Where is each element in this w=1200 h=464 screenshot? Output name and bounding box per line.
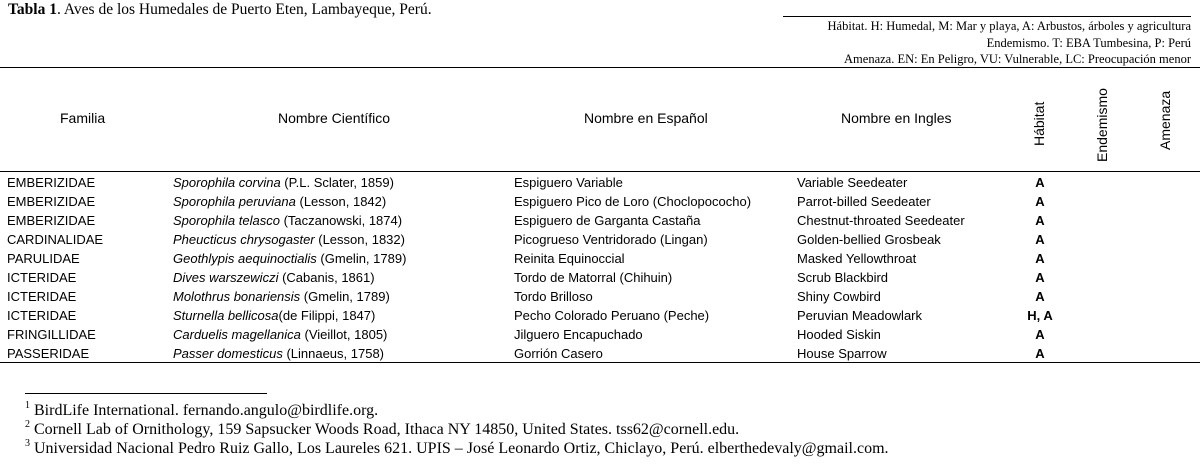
cell-nombre-ingles: Golden-bellied Grosbeak bbox=[797, 232, 941, 247]
cell-nombre-espanol: Espiguero de Garganta Castaña bbox=[514, 213, 701, 228]
table-caption-text: . Aves de los Humedales de Puerto Eten, Lambayeque, Perú. bbox=[56, 1, 432, 18]
footnote-mark: 3 bbox=[25, 438, 30, 449]
header-familia: Familia bbox=[60, 110, 106, 126]
footnote-text: BirdLife International. fernando.angulo@birdlife.org. bbox=[34, 402, 379, 419]
cell-nombre-cientifico bbox=[173, 175, 394, 190]
cell-habitat-code: A bbox=[1035, 346, 1045, 361]
cell-nombre-espanol: Espiguero Pico de Loro (Choclopococho) bbox=[514, 194, 752, 209]
cell-species-author: (Gmelin, 1789) bbox=[316, 251, 407, 266]
legend-amenaza: Amenaza. EN: En Peligro, VU: Vulnerable, LC: Preocupación menor bbox=[844, 52, 1191, 66]
cell-nombre-espanol: Reinita Equinoccial bbox=[514, 251, 625, 266]
cell-nombre-cientifico bbox=[173, 232, 405, 247]
footnote-mark: 2 bbox=[25, 419, 30, 430]
legend-habitat: Hábitat. H: Humedal, M: Mar y playa, A: Arbustos, árboles y agricultura bbox=[827, 19, 1191, 33]
table-row bbox=[0, 327, 1200, 346]
cell-habitat-code: A bbox=[1035, 213, 1045, 228]
cell-nombre-espanol: Picogrueso Ventridorado (Lingan) bbox=[514, 232, 708, 247]
cell-habitat-code: A bbox=[1035, 251, 1045, 266]
header-nombre-cientifico: Nombre Científico bbox=[278, 110, 391, 126]
cell-species-name: Sturnella bellicosa bbox=[173, 308, 279, 323]
cell-nombre-cientifico bbox=[173, 308, 375, 323]
footnote-mark: 1 bbox=[25, 400, 30, 411]
cell-species-author: (Vieillot, 1805) bbox=[300, 327, 388, 342]
cell-nombre-cientifico bbox=[173, 213, 402, 228]
table-row bbox=[0, 289, 1200, 308]
cell-nombre-cientifico bbox=[173, 270, 375, 285]
cell-familia: PARULIDAE bbox=[7, 251, 80, 266]
cell-nombre-ingles: Chestnut-throated Seedeater bbox=[797, 213, 965, 228]
cell-nombre-espanol: Jilguero Encapuchado bbox=[514, 327, 643, 342]
cell-familia: ICTERIDAE bbox=[7, 270, 77, 285]
cell-species-author: (de Filippi, 1847) bbox=[278, 308, 376, 323]
cell-species-name: Carduelis magellanica bbox=[173, 327, 301, 342]
table-row bbox=[0, 232, 1200, 251]
table-caption-label: Tabla 1 bbox=[8, 1, 57, 18]
cell-species-author: (P.L. Sclater, 1859) bbox=[280, 175, 394, 190]
legend-divider bbox=[783, 16, 1191, 17]
cell-nombre-espanol: Tordo de Matorral (Chihuin) bbox=[514, 270, 673, 285]
cell-nombre-cientifico bbox=[173, 327, 387, 342]
header-endemismo: Endemismo bbox=[1094, 88, 1110, 162]
cell-habitat-code: A bbox=[1035, 327, 1045, 342]
cell-nombre-ingles: Peruvian Meadowlark bbox=[797, 308, 923, 323]
cell-habitat-code: A bbox=[1035, 194, 1045, 209]
cell-familia: PASSERIDAE bbox=[7, 346, 90, 361]
cell-species-name: Molothrus bonariensis bbox=[173, 289, 301, 304]
header-amenaza: Amenaza bbox=[1157, 90, 1173, 150]
cell-familia: FRINGILLIDAE bbox=[7, 327, 96, 342]
table-row bbox=[0, 270, 1200, 289]
cell-nombre-cientifico bbox=[173, 251, 406, 266]
cell-species-name: Passer domesticus bbox=[173, 346, 283, 361]
cell-nombre-ingles: Shiny Cowbird bbox=[797, 289, 881, 304]
cell-familia: ICTERIDAE bbox=[7, 308, 77, 323]
footnote-3 bbox=[25, 440, 889, 458]
footnote-1 bbox=[25, 402, 378, 420]
table-row bbox=[0, 194, 1200, 213]
cell-nombre-ingles: Scrub Blackbird bbox=[797, 270, 889, 285]
cell-habitat-code: H, A bbox=[1027, 308, 1053, 323]
cell-nombre-ingles: Masked Yellowthroat bbox=[797, 251, 917, 266]
cell-species-name: Geothlypis aequinoctialis bbox=[173, 251, 317, 266]
table-header-rule bbox=[0, 171, 1200, 172]
cell-familia: ICTERIDAE bbox=[7, 289, 77, 304]
header-nombre-ingles: Nombre en Ingles bbox=[841, 110, 952, 126]
legend-endemismo: Endemismo. T: EBA Tumbesina, P: Perú bbox=[986, 36, 1191, 50]
cell-species-name: Sporophila corvina bbox=[173, 175, 281, 190]
footnote-text: Cornell Lab of Ornithology, 159 Sapsucker Woods Road, Ithaca NY 14850, United States. tss62@cornell.edu. bbox=[34, 421, 740, 438]
cell-habitat-code: A bbox=[1035, 270, 1045, 285]
cell-species-name: Pheucticus chrysogaster bbox=[173, 232, 315, 247]
cell-nombre-espanol: Tordo Brilloso bbox=[514, 289, 593, 304]
header-habitat: Hábitat bbox=[1031, 101, 1047, 146]
cell-nombre-ingles: Hooded Siskin bbox=[797, 327, 881, 342]
table-row bbox=[0, 308, 1200, 327]
cell-habitat-code: A bbox=[1035, 289, 1045, 304]
cell-species-name: Sporophila telasco bbox=[173, 213, 280, 228]
cell-nombre-ingles: House Sparrow bbox=[797, 346, 887, 361]
table-row bbox=[0, 251, 1200, 270]
footnote-text: Universidad Nacional Pedro Ruiz Gallo, Los Laureles 621. UPIS – José Leonardo Ortiz, Chiclayo, Perú. elberthedevaly@gmail.com. bbox=[34, 440, 889, 457]
cell-nombre-espanol: Espiguero Variable bbox=[514, 175, 623, 190]
cell-familia: EMBERIZIDAE bbox=[7, 213, 96, 228]
cell-species-name: Sporophila peruviana bbox=[173, 194, 296, 209]
cell-nombre-espanol: Pecho Colorado Peruano (Peche) bbox=[514, 308, 710, 323]
cell-species-author: (Lesson, 1832) bbox=[314, 232, 405, 247]
cell-species-author: (Cabanis, 1861) bbox=[278, 270, 375, 285]
cell-nombre-ingles: Variable Seedeater bbox=[797, 175, 908, 190]
cell-nombre-cientifico bbox=[173, 194, 386, 209]
cell-species-author: (Gmelin, 1789) bbox=[300, 289, 390, 304]
cell-familia: EMBERIZIDAE bbox=[7, 194, 96, 209]
cell-nombre-ingles: Parrot-billed Seedeater bbox=[797, 194, 931, 209]
header-nombre-espanol: Nombre en Español bbox=[584, 110, 708, 126]
table-row bbox=[0, 213, 1200, 232]
table-bottom-rule bbox=[0, 362, 1200, 363]
table-caption bbox=[8, 1, 432, 19]
cell-familia: CARDINALIDAE bbox=[7, 232, 104, 247]
cell-nombre-espanol: Gorrión Casero bbox=[514, 346, 603, 361]
cell-nombre-cientifico bbox=[173, 289, 390, 304]
footnote-2 bbox=[25, 421, 739, 439]
cell-species-author: (Taczanowski, 1874) bbox=[279, 213, 403, 228]
cell-nombre-cientifico bbox=[173, 346, 384, 361]
table-top-rule bbox=[0, 67, 1200, 68]
table-row bbox=[0, 175, 1200, 194]
footnote-divider bbox=[25, 393, 267, 394]
cell-familia: EMBERIZIDAE bbox=[7, 175, 96, 190]
cell-species-name: Dives warszewiczi bbox=[173, 270, 279, 285]
cell-habitat-code: A bbox=[1035, 175, 1045, 190]
cell-species-author: (Linnaeus, 1758) bbox=[282, 346, 385, 361]
cell-species-author: (Lesson, 1842) bbox=[295, 194, 387, 209]
cell-habitat-code: A bbox=[1035, 232, 1045, 247]
